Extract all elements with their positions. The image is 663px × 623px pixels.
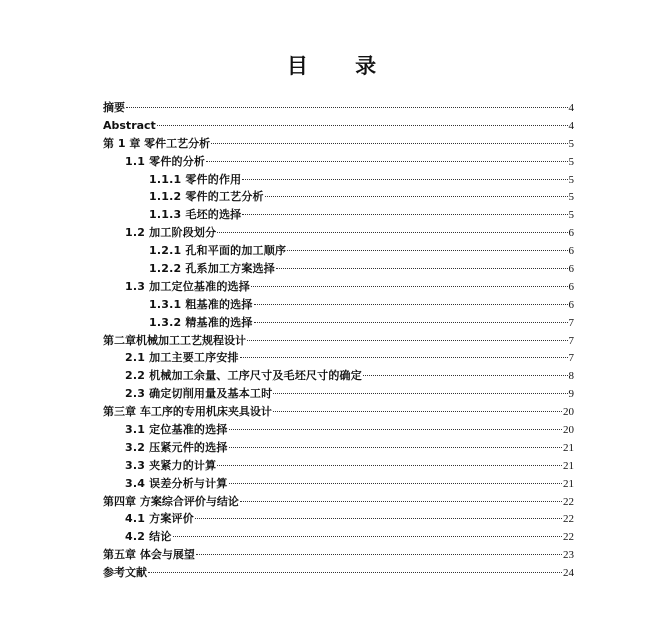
- toc-dot-leader: [242, 214, 567, 215]
- toc-entry[interactable]: [103, 99, 574, 117]
- toc-entry-label: 1.2.1 孔和平面的加工顺序: [149, 244, 287, 258]
- toc-entry-page-number: 4: [568, 119, 574, 132]
- toc-dot-leader: [363, 375, 568, 376]
- toc-entry[interactable]: [103, 171, 574, 189]
- toc-dot-leader: [254, 304, 568, 305]
- toc-dot-leader: [157, 125, 568, 126]
- toc-dot-leader: [265, 196, 568, 197]
- toc-dot-leader: [254, 322, 568, 323]
- toc-entry[interactable]: [103, 349, 574, 367]
- toc-dot-leader: [173, 536, 562, 537]
- toc-entry[interactable]: [103, 421, 574, 439]
- toc-entry-label: 1.3 加工定位基准的选择: [125, 279, 250, 293]
- toc-entry[interactable]: [103, 332, 574, 350]
- toc-entry-label: 1.3.1 粗基准的选择: [149, 297, 253, 311]
- toc-entry-page-number: 6: [568, 280, 574, 293]
- toc-entry-page-number: 7: [568, 352, 574, 365]
- toc-entry-label: 1.2 加工阶段划分: [125, 226, 217, 240]
- toc-entry[interactable]: [103, 457, 574, 475]
- toc-entry[interactable]: [103, 493, 574, 511]
- toc-entry-label: 1.1 零件的分析: [125, 154, 206, 168]
- toc-entry[interactable]: [103, 564, 574, 582]
- toc-entry-page-number: 5: [568, 137, 574, 150]
- toc-entry[interactable]: [103, 403, 574, 421]
- toc-entry[interactable]: [103, 135, 574, 153]
- toc-entry[interactable]: [103, 546, 574, 564]
- toc-entry-label: Abstract: [103, 118, 156, 132]
- toc-entry[interactable]: [103, 439, 574, 457]
- toc-entry-page-number: 8: [568, 370, 574, 383]
- toc-entry[interactable]: [103, 224, 574, 242]
- toc-entry-label: 摘要: [103, 101, 125, 114]
- toc-entry-page-number: 7: [568, 334, 574, 347]
- toc-entry-page-number: 6: [568, 227, 574, 240]
- toc-entry-page-number: 22: [563, 531, 574, 544]
- toc-dot-leader: [251, 286, 568, 287]
- toc-entry-label: 第四章 方案综合评价与结论: [103, 494, 239, 508]
- toc-entry[interactable]: [103, 296, 574, 314]
- toc-dot-leader: [196, 554, 562, 555]
- toc-dot-leader: [240, 357, 568, 358]
- toc-entry[interactable]: [103, 188, 574, 206]
- table-of-contents: [103, 99, 574, 582]
- toc-entry-label: 1.3.2 精基准的选择: [149, 315, 253, 329]
- toc-entry-label: 1.2.2 孔系加工方案选择: [149, 262, 275, 276]
- toc-entry-label: 第三章 车工序的专用机床夹具设计: [103, 405, 272, 419]
- toc-entry-label: 1.1.3 毛坯的选择: [149, 208, 242, 222]
- toc-dot-leader: [287, 250, 567, 251]
- toc-dot-leader: [229, 447, 562, 448]
- toc-dot-leader: [195, 518, 562, 519]
- toc-dot-leader: [229, 429, 562, 430]
- toc-entry-label: 4.2 结论: [125, 530, 172, 544]
- toc-entry-label: 1.1.2 零件的工艺分析: [149, 190, 264, 204]
- toc-entry-label: 1.1.1 零件的作用: [149, 172, 242, 186]
- toc-entry[interactable]: [103, 117, 574, 135]
- toc-entry[interactable]: [103, 367, 574, 385]
- toc-entry-label: 第五章 体会与展望: [103, 548, 195, 562]
- toc-entry-page-number: 22: [563, 495, 574, 508]
- toc-entry-label: 3.4 误差分析与计算: [125, 476, 228, 490]
- toc-dot-leader: [273, 393, 567, 394]
- toc-entry-page-number: 21: [563, 441, 574, 454]
- toc-entry-label: 2.1 加工主要工序安排: [125, 351, 239, 365]
- toc-entry-page-number: 20: [563, 406, 574, 419]
- toc-entry[interactable]: [103, 528, 574, 546]
- toc-entry[interactable]: [103, 153, 574, 171]
- toc-entry-label: 3.1 定位基准的选择: [125, 423, 228, 437]
- toc-entry-page-number: 5: [568, 191, 574, 204]
- toc-entry[interactable]: [103, 314, 574, 332]
- toc-entry-page-number: 6: [568, 263, 574, 276]
- toc-entry[interactable]: [103, 260, 574, 278]
- toc-entry-page-number: 7: [568, 316, 574, 329]
- toc-dot-leader: [217, 465, 562, 466]
- toc-entry-label: 2.3 确定切削用量及基本工时: [125, 387, 273, 401]
- toc-entry-page-number: 6: [568, 245, 574, 258]
- toc-dot-leader: [126, 107, 568, 108]
- toc-title: 目 录: [286, 54, 397, 78]
- toc-entry-page-number: 20: [563, 424, 574, 437]
- toc-dot-leader: [217, 232, 567, 233]
- toc-entry-label: 4.1 方案评价: [125, 512, 194, 526]
- toc-dot-leader: [211, 143, 567, 144]
- toc-entry-label: 第二章机械加工工艺规程设计: [103, 333, 246, 347]
- toc-entry[interactable]: [103, 242, 574, 260]
- toc-entry-page-number: 5: [568, 155, 574, 168]
- toc-dot-leader: [206, 161, 567, 162]
- toc-entry[interactable]: [103, 385, 574, 403]
- toc-entry-page-number: 4: [568, 102, 574, 114]
- toc-entry-label: 2.2 机械加工余量、工序尺寸及毛坯尺寸的确定: [125, 369, 362, 383]
- toc-dot-leader: [242, 179, 567, 180]
- toc-entry-label: 参考文献: [103, 566, 147, 580]
- toc-entry-page-number: 21: [563, 477, 574, 490]
- toc-entry[interactable]: [103, 475, 574, 493]
- toc-entry-page-number: 5: [568, 209, 574, 222]
- toc-dot-leader: [247, 340, 568, 341]
- toc-dot-leader: [276, 268, 568, 269]
- toc-entry-page-number: 9: [568, 388, 574, 401]
- toc-entry-page-number: 24: [563, 567, 574, 580]
- toc-entry-label: 3.2 压紧元件的选择: [125, 440, 228, 454]
- toc-entry-page-number: 21: [563, 459, 574, 472]
- toc-entry-page-number: 23: [563, 549, 574, 562]
- toc-entry-page-number: 5: [568, 173, 574, 186]
- toc-dot-leader: [229, 483, 562, 484]
- toc-entry-label: 3.3 夹紧力的计算: [125, 458, 217, 472]
- toc-entry-page-number: 22: [563, 513, 574, 526]
- toc-entry-label: 第 1 章 零件工艺分析: [103, 136, 211, 150]
- toc-dot-leader: [240, 501, 562, 502]
- toc-dot-leader: [273, 411, 562, 412]
- toc-entry[interactable]: [103, 278, 574, 296]
- toc-entry-page-number: 6: [568, 298, 574, 311]
- toc-entry[interactable]: [103, 206, 574, 224]
- toc-entry[interactable]: [103, 510, 574, 528]
- toc-dot-leader: [148, 572, 562, 573]
